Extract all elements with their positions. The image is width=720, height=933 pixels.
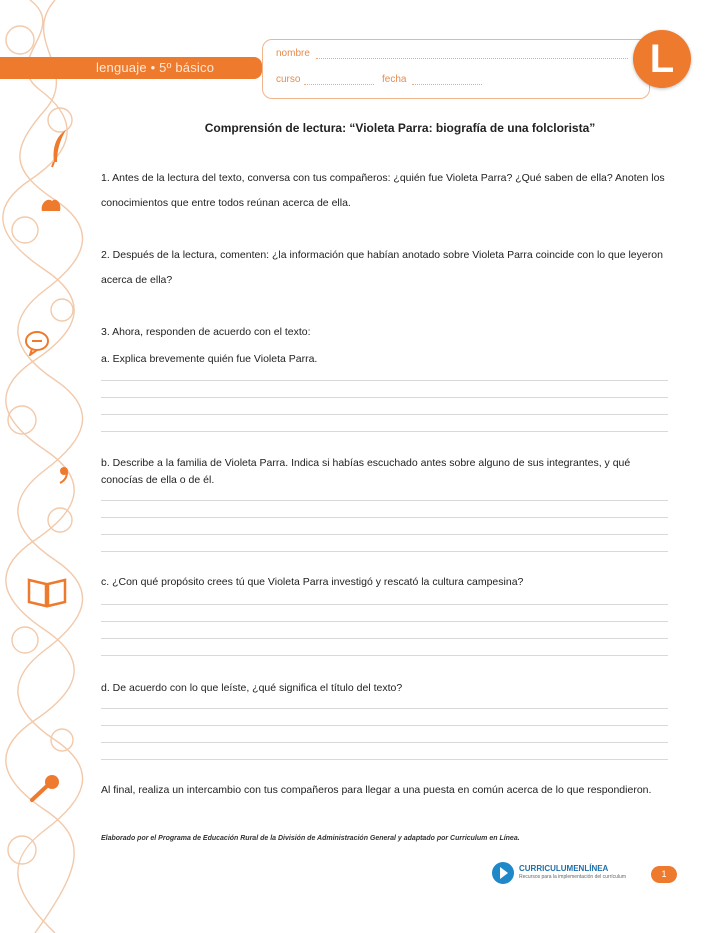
answer-line[interactable] [101,500,668,501]
answer-line[interactable] [101,431,668,432]
fecha-field[interactable] [412,84,482,85]
answer-line[interactable] [101,725,668,726]
answer-line[interactable] [101,759,668,760]
answer-line[interactable] [101,534,668,535]
question-3d: d. De acuerdo con lo que leíste, ¿qué significa el título del texto? [101,682,403,694]
nombre-field[interactable] [316,58,628,59]
curso-label: curso [276,74,301,85]
logo-subtitle: Recursos para la implementación del currículum [519,874,626,880]
curso-field[interactable] [304,84,374,85]
answer-line[interactable] [101,380,668,381]
comma-icon [58,466,70,484]
answer-line[interactable] [101,414,668,415]
question-3-intro: 3. Ahora, responden de acuerdo con el texto: [101,326,311,338]
speech-bubble-icon [24,330,50,356]
worksheet-title: Comprensión de lectura: “Violeta Parra: biografía de una folclorista” [204,121,596,135]
subject-badge: L [633,30,691,88]
microphone-icon [28,773,62,803]
play-icon [492,862,514,884]
curriculum-logo[interactable] [492,862,626,884]
answer-line[interactable] [101,604,668,605]
grade-level: 5º básico [159,60,215,75]
subject-name: lenguaje [96,60,147,75]
answer-line[interactable] [101,742,668,743]
logo-name: CURRICULUMENLÍNEA [519,864,609,873]
question-1: 1. Antes de la lectura del texto, conversa con tus compañeros: ¿quién fue Violeta Parra? ¿Qué saben de ella? Anoten los conocimientos que entre todos reúnan acerca de ella. [101,172,665,209]
student-info-box [262,39,650,99]
question-3a: a. Explica brevemente quién fue Violeta Parra. [101,353,318,365]
question-3b: b. Describe a la familia de Violeta Parra. Indica si habías escuchado antes sobre alguno de sus integrantes, y qué conocías de ella o de él. [101,457,631,486]
question-2: 2. Después de la lectura, comenten: ¿la información que habían anotado sobre Violeta Parra coincide con lo que leyeron acerca de ella? [101,249,663,286]
closing-instruction: Al final, realiza un intercambio con tus compañeros para llegar a una puesta en común acerca de lo que respondieron. [101,784,652,796]
answer-line[interactable] [101,621,668,622]
answer-line[interactable] [101,638,668,639]
subject-label [96,60,214,75]
feather-icon [48,128,70,168]
nombre-label: nombre [276,48,310,59]
subject-separator: • [150,60,156,75]
credit-note: Elaborado por el Programa de Educación Rural de la División de Administración General y adaptado por Curriculum en Línea. [101,835,520,842]
question-3c: c. ¿Con qué propósito crees tú que Violeta Parra investigó y rescató la cultura campesina? [101,576,524,588]
open-book-icon [26,576,68,608]
logo-text [519,864,626,882]
page-number: 1 [651,866,677,883]
answer-line[interactable] [101,708,668,709]
ink-blot-icon [40,195,62,213]
fecha-label: fecha [382,74,407,85]
answer-line[interactable] [101,397,668,398]
answer-line[interactable] [101,551,668,552]
answer-line[interactable] [101,517,668,518]
answer-line[interactable] [101,655,668,656]
